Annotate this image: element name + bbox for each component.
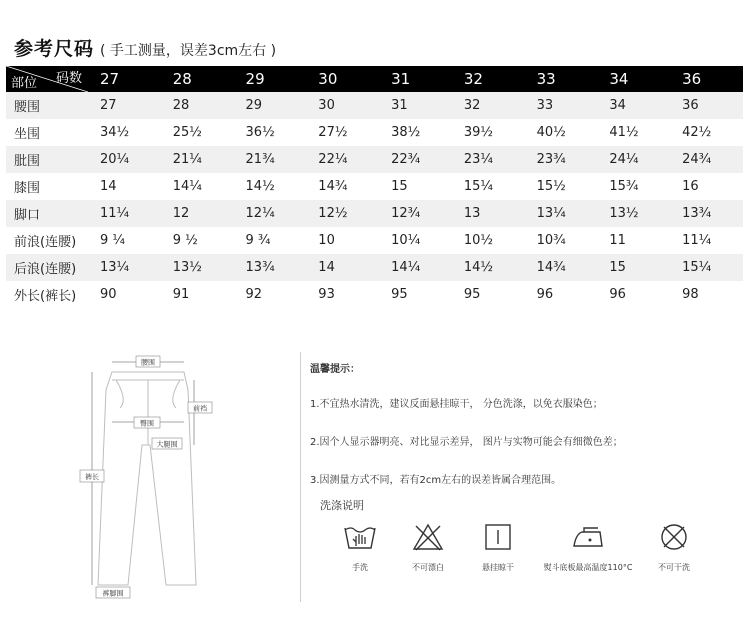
size-value-cell: 9 ¾	[234, 227, 307, 254]
corner-part-label: 部位	[11, 76, 38, 91]
size-header-cell: 31	[379, 66, 452, 92]
row-label: 脚口	[6, 200, 88, 227]
note-item: 2.因个人显示器明亮、对比显示差异， 图片与实物可能会有细微色差；	[310, 437, 623, 448]
table-row	[6, 254, 743, 281]
size-value-cell: 12½	[306, 200, 379, 227]
size-value-cell: 96	[525, 281, 598, 308]
size-value-cell: 91	[161, 281, 234, 308]
size-value-cell: 32	[452, 92, 525, 119]
row-label: 后浪(连腰)	[6, 254, 88, 281]
waist-label: 腰围	[141, 358, 155, 367]
size-value-cell: 12¾	[379, 200, 452, 227]
size-value-cell: 14½	[452, 254, 525, 281]
row-label: 外长(裤长)	[6, 281, 88, 308]
front-rise-label: 前裆	[193, 404, 207, 413]
size-header-cell: 36	[670, 66, 743, 92]
size-value-cell: 14	[88, 173, 161, 200]
size-value-cell: 39½	[452, 119, 525, 146]
care-notes	[310, 360, 740, 509]
size-value-cell: 27½	[306, 119, 379, 146]
size-value-cell: 13½	[597, 200, 670, 227]
size-header-cell: 30	[306, 66, 379, 92]
wash-label: 手洗	[352, 563, 368, 572]
length-label: 裤长	[85, 473, 99, 481]
wash-icons-row	[330, 522, 730, 582]
size-header-cell: 28	[161, 66, 234, 92]
size-value-cell: 30	[306, 92, 379, 119]
note-item: 3.因测量方式不同，若有2cm左右的误差皆属合理范围。	[310, 475, 562, 486]
table-corner-cell	[6, 66, 88, 92]
size-value-cell: 20¼	[88, 146, 161, 173]
size-value-cell: 10½	[452, 227, 525, 254]
table-row	[6, 281, 743, 308]
size-value-cell: 21¼	[161, 146, 234, 173]
hang-dry-icon	[483, 522, 513, 552]
page-title-block	[14, 34, 276, 62]
page-subtitle: ( 手工测量，误差3cm左右 )	[100, 43, 277, 59]
size-value-cell: 34	[597, 92, 670, 119]
notes-title: 温馨提示：	[310, 364, 360, 375]
no-dry-clean-icon	[659, 522, 689, 552]
size-value-cell: 15¾	[597, 173, 670, 200]
size-value-cell: 15½	[525, 173, 598, 200]
size-header-cell: 34	[597, 66, 670, 92]
wash-item	[330, 522, 390, 573]
hand-wash-icon	[343, 522, 377, 552]
size-value-cell: 14¼	[161, 173, 234, 200]
size-value-cell: 98	[670, 281, 743, 308]
size-header-cell: 27	[88, 66, 161, 92]
size-value-cell: 9 ½	[161, 227, 234, 254]
hip-label: 臀围	[140, 419, 154, 428]
size-value-cell: 11¼	[670, 227, 743, 254]
size-value-cell: 40½	[525, 119, 598, 146]
wash-label: 不可漂白	[412, 563, 444, 572]
size-value-cell: 13¾	[234, 254, 307, 281]
thigh-label: 大腿围	[156, 440, 178, 449]
size-value-cell: 25½	[161, 119, 234, 146]
size-value-cell: 24¼	[597, 146, 670, 173]
size-value-cell: 11	[597, 227, 670, 254]
size-value-cell: 96	[597, 281, 670, 308]
size-value-cell: 22¼	[306, 146, 379, 173]
size-value-cell: 10¾	[525, 227, 598, 254]
size-value-cell: 12	[161, 200, 234, 227]
table-row	[6, 119, 743, 146]
size-value-cell: 36½	[234, 119, 307, 146]
size-value-cell: 23¼	[452, 146, 525, 173]
size-value-cell: 90	[88, 281, 161, 308]
size-value-cell: 93	[306, 281, 379, 308]
size-value-cell: 24¾	[670, 146, 743, 173]
table-row	[6, 227, 743, 254]
size-table	[6, 66, 743, 308]
size-value-cell: 31	[379, 92, 452, 119]
size-value-cell: 36	[670, 92, 743, 119]
row-label: 前浪(连腰)	[6, 227, 88, 254]
size-value-cell: 41½	[597, 119, 670, 146]
size-value-cell: 14¾	[306, 173, 379, 200]
size-value-cell: 21¾	[234, 146, 307, 173]
size-value-cell: 9 ¼	[88, 227, 161, 254]
wash-title: 洗涤说明	[320, 499, 364, 512]
note-item: 1.不宜热水清洗，建议反面悬挂晾干， 分色洗涤，以免衣服染色；	[310, 399, 603, 410]
iron-icon	[570, 522, 606, 552]
no-bleach-icon	[412, 522, 444, 552]
size-value-cell: 15¼	[452, 173, 525, 200]
size-value-cell: 95	[379, 281, 452, 308]
table-row	[6, 146, 743, 173]
size-value-cell: 11¼	[88, 200, 161, 227]
trousers-diagram	[72, 350, 232, 600]
size-value-cell: 14¼	[379, 254, 452, 281]
page-title: 参考尺码	[14, 38, 95, 60]
size-value-cell: 15¼	[670, 254, 743, 281]
table-row	[6, 92, 743, 119]
wash-label: 熨斗底板最高温度110°C	[543, 563, 633, 572]
wash-item	[398, 522, 458, 573]
wash-item	[468, 522, 528, 573]
size-value-cell: 38½	[379, 119, 452, 146]
size-header-cell: 29	[234, 66, 307, 92]
size-value-cell: 13	[452, 200, 525, 227]
row-label: 膝围	[6, 173, 88, 200]
size-value-cell: 92	[234, 281, 307, 308]
size-value-cell: 22¾	[379, 146, 452, 173]
size-value-cell: 29	[234, 92, 307, 119]
size-header-cell: 33	[525, 66, 598, 92]
divider-line	[300, 352, 301, 602]
size-value-cell: 13½	[161, 254, 234, 281]
size-value-cell: 14½	[234, 173, 307, 200]
row-label: 坐围	[6, 119, 88, 146]
size-value-cell: 34½	[88, 119, 161, 146]
wash-item	[644, 522, 704, 573]
size-value-cell: 13¼	[525, 200, 598, 227]
size-value-cell: 33	[525, 92, 598, 119]
trousers-outline-icon	[98, 372, 196, 585]
corner-size-label: 码数	[55, 71, 82, 86]
wash-label: 不可干洗	[658, 563, 690, 572]
size-value-cell: 23¾	[525, 146, 598, 173]
size-value-cell: 13¾	[670, 200, 743, 227]
size-value-cell: 95	[452, 281, 525, 308]
table-row	[6, 173, 743, 200]
size-value-cell: 14	[306, 254, 379, 281]
size-value-cell: 28	[161, 92, 234, 119]
size-table-header	[6, 66, 743, 92]
size-value-cell: 15	[597, 254, 670, 281]
size-value-cell: 27	[88, 92, 161, 119]
size-value-cell: 15	[379, 173, 452, 200]
wash-label: 悬挂晾干	[482, 563, 514, 572]
wash-item	[526, 522, 650, 573]
size-value-cell: 13¼	[88, 254, 161, 281]
row-label: 肶围	[6, 146, 88, 173]
size-header-cell: 32	[452, 66, 525, 92]
hem-label: 裤脚围	[102, 589, 124, 598]
row-label: 腰围	[6, 92, 88, 119]
size-value-cell: 10¼	[379, 227, 452, 254]
table-row	[6, 200, 743, 227]
size-value-cell: 42½	[670, 119, 743, 146]
size-value-cell: 12¼	[234, 200, 307, 227]
size-value-cell: 16	[670, 173, 743, 200]
size-value-cell: 10	[306, 227, 379, 254]
size-value-cell: 14¾	[525, 254, 598, 281]
